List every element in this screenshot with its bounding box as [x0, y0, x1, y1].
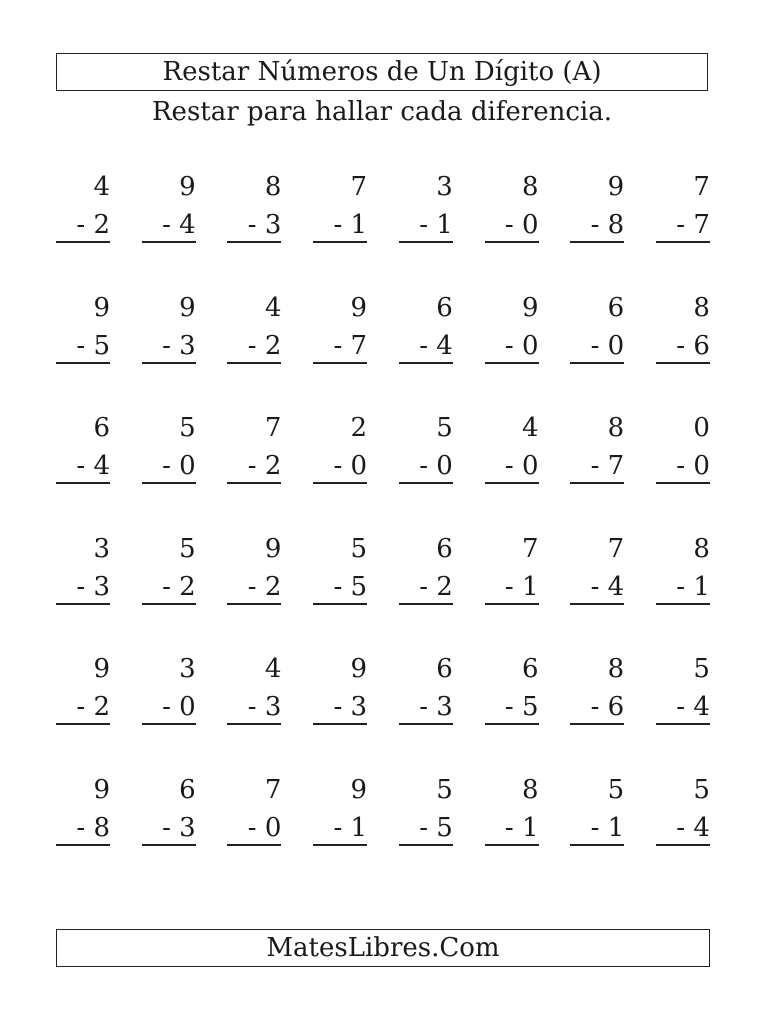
answer-line — [313, 723, 367, 725]
answer-line — [313, 241, 367, 243]
subtrahend: - 2 — [247, 451, 282, 482]
problem-row — [56, 291, 710, 412]
minuend: 6 — [179, 774, 196, 805]
subtrahend: - 6 — [590, 692, 625, 723]
minuend: 8 — [607, 413, 625, 444]
minuend: 9 — [93, 292, 110, 323]
minuend: 6 — [436, 654, 453, 685]
minuend: 9 — [350, 774, 368, 805]
answer-line — [485, 844, 539, 846]
subtraction-problem — [142, 170, 196, 244]
subtrahend: - 4 — [590, 571, 625, 602]
subtraction-problem — [570, 411, 624, 485]
answer-line — [570, 482, 624, 484]
answer-line — [656, 603, 710, 605]
answer-line — [485, 723, 539, 725]
answer-line — [227, 241, 281, 243]
subtraction-problem — [485, 532, 539, 606]
subtrahend: - 0 — [590, 330, 625, 361]
minuend: 5 — [693, 654, 710, 685]
minuend: 4 — [264, 292, 282, 323]
minuend: 5 — [179, 533, 196, 564]
answer-line — [56, 844, 110, 846]
subtraction-problem — [313, 773, 367, 847]
answer-line — [570, 723, 624, 725]
minuend: 5 — [436, 774, 453, 805]
answer-line — [227, 482, 281, 484]
subtrahend: - 0 — [162, 451, 196, 482]
subtraction-problem — [227, 652, 281, 726]
answer-line — [56, 723, 110, 725]
answer-line — [313, 482, 367, 484]
subtraction-problem — [227, 291, 281, 365]
subtrahend: - 2 — [76, 692, 110, 723]
minuend: 6 — [93, 413, 110, 444]
subtraction-problem — [227, 532, 281, 606]
minuend: 2 — [350, 413, 368, 444]
answer-line — [399, 844, 453, 846]
subtraction-problem — [570, 170, 624, 244]
problem-row — [56, 411, 710, 532]
answer-line — [56, 603, 110, 605]
minuend: 4 — [521, 413, 539, 444]
problem-row — [56, 170, 710, 291]
subtraction-problem — [570, 532, 624, 606]
subtraction-problem — [570, 291, 624, 365]
subtraction-problem — [656, 773, 710, 847]
subtrahend: - 2 — [419, 571, 453, 602]
subtrahend: - 1 — [504, 812, 539, 843]
subtrahend: - 3 — [162, 812, 196, 843]
answer-line — [570, 241, 624, 243]
subtraction-problem — [56, 773, 110, 847]
minuend: 3 — [93, 533, 110, 564]
subtraction-problem — [313, 291, 367, 365]
subtrahend: - 2 — [76, 210, 110, 240]
subtraction-problem — [313, 411, 367, 485]
subtraction-problem — [142, 773, 196, 847]
subtrahend: - 3 — [162, 330, 196, 361]
subtrahend: - 6 — [676, 330, 710, 361]
subtrahend: - 3 — [247, 210, 282, 240]
subtraction-problem — [570, 652, 624, 726]
subtraction-problem — [142, 411, 196, 485]
subtraction-problem — [313, 652, 367, 726]
answer-line — [399, 482, 453, 484]
answer-line — [570, 362, 624, 364]
subtrahend: - 4 — [419, 330, 453, 361]
minuend: 7 — [264, 413, 282, 444]
minuend: 9 — [607, 172, 625, 202]
minuend: 6 — [521, 654, 539, 685]
subtraction-problem — [485, 652, 539, 726]
answer-line — [570, 844, 624, 846]
subtraction-problem — [142, 652, 196, 726]
minuend: 9 — [350, 292, 368, 323]
minuend: 6 — [436, 292, 453, 323]
subtrahend: - 5 — [76, 330, 110, 361]
subtrahend: - 3 — [247, 692, 282, 723]
subtrahend: - 4 — [162, 210, 196, 240]
minuend: 9 — [264, 533, 282, 564]
answer-line — [485, 603, 539, 605]
subtrahend: - 7 — [590, 451, 625, 482]
minuend: 6 — [436, 533, 453, 564]
subtrahend: - 0 — [504, 330, 539, 361]
subtraction-problem — [56, 652, 110, 726]
minuend: 8 — [693, 292, 710, 323]
subtraction-problem — [656, 291, 710, 365]
answer-line — [485, 482, 539, 484]
problem-row — [56, 532, 710, 653]
subtraction-problem — [485, 411, 539, 485]
answer-line — [656, 241, 710, 243]
minuend: 4 — [264, 654, 282, 685]
answer-line — [142, 362, 196, 364]
answer-line — [656, 482, 710, 484]
minuend: 0 — [693, 413, 710, 444]
minuend: 8 — [521, 172, 539, 202]
subtrahend: - 1 — [590, 812, 625, 843]
minuend: 7 — [264, 774, 282, 805]
answer-line — [142, 482, 196, 484]
answer-line — [56, 362, 110, 364]
subtraction-problem — [399, 773, 453, 847]
answer-line — [227, 362, 281, 364]
subtraction-problem — [56, 532, 110, 606]
answer-line — [485, 362, 539, 364]
answer-line — [56, 241, 110, 243]
answer-line — [142, 603, 196, 605]
minuend: 7 — [693, 172, 710, 202]
subtraction-problem — [227, 411, 281, 485]
answer-line — [313, 844, 367, 846]
subtrahend: - 5 — [504, 692, 539, 723]
subtrahend: - 0 — [504, 210, 539, 240]
minuend: 7 — [607, 533, 625, 564]
footer-site-name: MatesLibres.Com — [56, 929, 710, 967]
worksheet-instructions: Restar para hallar cada diferencia. — [151, 97, 612, 127]
answer-line — [142, 723, 196, 725]
subtraction-problem — [142, 532, 196, 606]
minuend: 5 — [350, 533, 368, 564]
subtraction-problem — [656, 532, 710, 606]
answer-line — [570, 603, 624, 605]
subtraction-problem — [227, 773, 281, 847]
subtraction-problem — [313, 532, 367, 606]
answer-line — [399, 362, 453, 364]
subtrahend: - 0 — [504, 451, 539, 482]
minuend: 4 — [93, 172, 110, 202]
minuend: 8 — [264, 172, 282, 202]
subtrahend: - 3 — [333, 692, 368, 723]
minuend: 3 — [179, 654, 196, 685]
minuend: 8 — [607, 654, 625, 685]
subtrahend: - 0 — [333, 451, 368, 482]
subtraction-problem — [56, 170, 110, 244]
answer-line — [399, 723, 453, 725]
subtrahend: - 0 — [419, 451, 453, 482]
subtrahend: - 5 — [333, 571, 368, 602]
problem-grid — [56, 170, 710, 894]
minuend: 7 — [350, 172, 368, 202]
answer-line — [485, 241, 539, 243]
subtraction-problem — [227, 170, 281, 244]
answer-line — [399, 603, 453, 605]
subtraction-problem — [142, 291, 196, 365]
minuend: 6 — [607, 292, 625, 323]
subtraction-problem — [485, 170, 539, 244]
minuend: 8 — [693, 533, 710, 564]
subtrahend: - 1 — [504, 571, 539, 602]
subtrahend: - 7 — [676, 210, 710, 240]
minuend: 9 — [179, 292, 196, 323]
subtrahend: - 3 — [76, 571, 110, 602]
subtrahend: - 0 — [676, 451, 710, 482]
subtraction-problem — [570, 773, 624, 847]
worksheet-title: Restar Números de Un Dígito (A) — [56, 53, 708, 91]
minuend: 9 — [521, 292, 539, 323]
minuend: 5 — [436, 413, 453, 444]
subtraction-problem — [656, 652, 710, 726]
subtraction-problem — [399, 532, 453, 606]
answer-line — [227, 723, 281, 725]
minuend: 9 — [93, 774, 110, 805]
answer-line — [656, 844, 710, 846]
subtraction-problem — [56, 291, 110, 365]
minuend: 3 — [436, 172, 453, 202]
subtrahend: - 7 — [333, 330, 368, 361]
minuend: 8 — [521, 774, 539, 805]
subtrahend: - 1 — [419, 210, 453, 240]
subtrahend: - 4 — [676, 692, 710, 723]
minuend: 9 — [350, 654, 368, 685]
answer-line — [227, 603, 281, 605]
subtrahend: - 5 — [419, 812, 453, 843]
subtrahend: - 0 — [162, 692, 196, 723]
minuend: 9 — [179, 172, 196, 202]
subtraction-problem — [656, 170, 710, 244]
subtrahend: - 8 — [590, 210, 625, 240]
minuend: 5 — [693, 774, 710, 805]
answer-line — [399, 241, 453, 243]
minuend: 5 — [179, 413, 196, 444]
subtrahend: - 3 — [419, 692, 453, 723]
subtrahend: - 2 — [247, 571, 282, 602]
answer-line — [227, 844, 281, 846]
subtraction-problem — [313, 170, 367, 244]
minuend: 5 — [607, 774, 625, 805]
minuend: 9 — [93, 654, 110, 685]
subtraction-problem — [399, 652, 453, 726]
minuend: 7 — [521, 533, 539, 564]
answer-line — [313, 362, 367, 364]
subtraction-problem — [656, 411, 710, 485]
subtrahend: - 2 — [247, 330, 282, 361]
subtrahend: - 4 — [676, 812, 710, 843]
answer-line — [142, 844, 196, 846]
subtraction-problem — [399, 291, 453, 365]
subtrahend: - 1 — [676, 571, 710, 602]
subtraction-problem — [56, 411, 110, 485]
problem-row — [56, 773, 710, 894]
subtrahend: - 1 — [333, 812, 368, 843]
subtrahend: - 2 — [162, 571, 196, 602]
subtrahend: - 0 — [247, 812, 282, 843]
problem-row — [56, 652, 710, 773]
subtrahend: - 4 — [76, 451, 110, 482]
answer-line — [56, 482, 110, 484]
answer-line — [313, 603, 367, 605]
subtraction-problem — [399, 411, 453, 485]
answer-line — [656, 723, 710, 725]
subtrahend: - 8 — [76, 812, 110, 843]
answer-line — [656, 362, 710, 364]
answer-line — [142, 241, 196, 243]
subtrahend: - 1 — [333, 210, 368, 240]
subtraction-problem — [485, 291, 539, 365]
subtraction-problem — [485, 773, 539, 847]
subtraction-problem — [399, 170, 453, 244]
